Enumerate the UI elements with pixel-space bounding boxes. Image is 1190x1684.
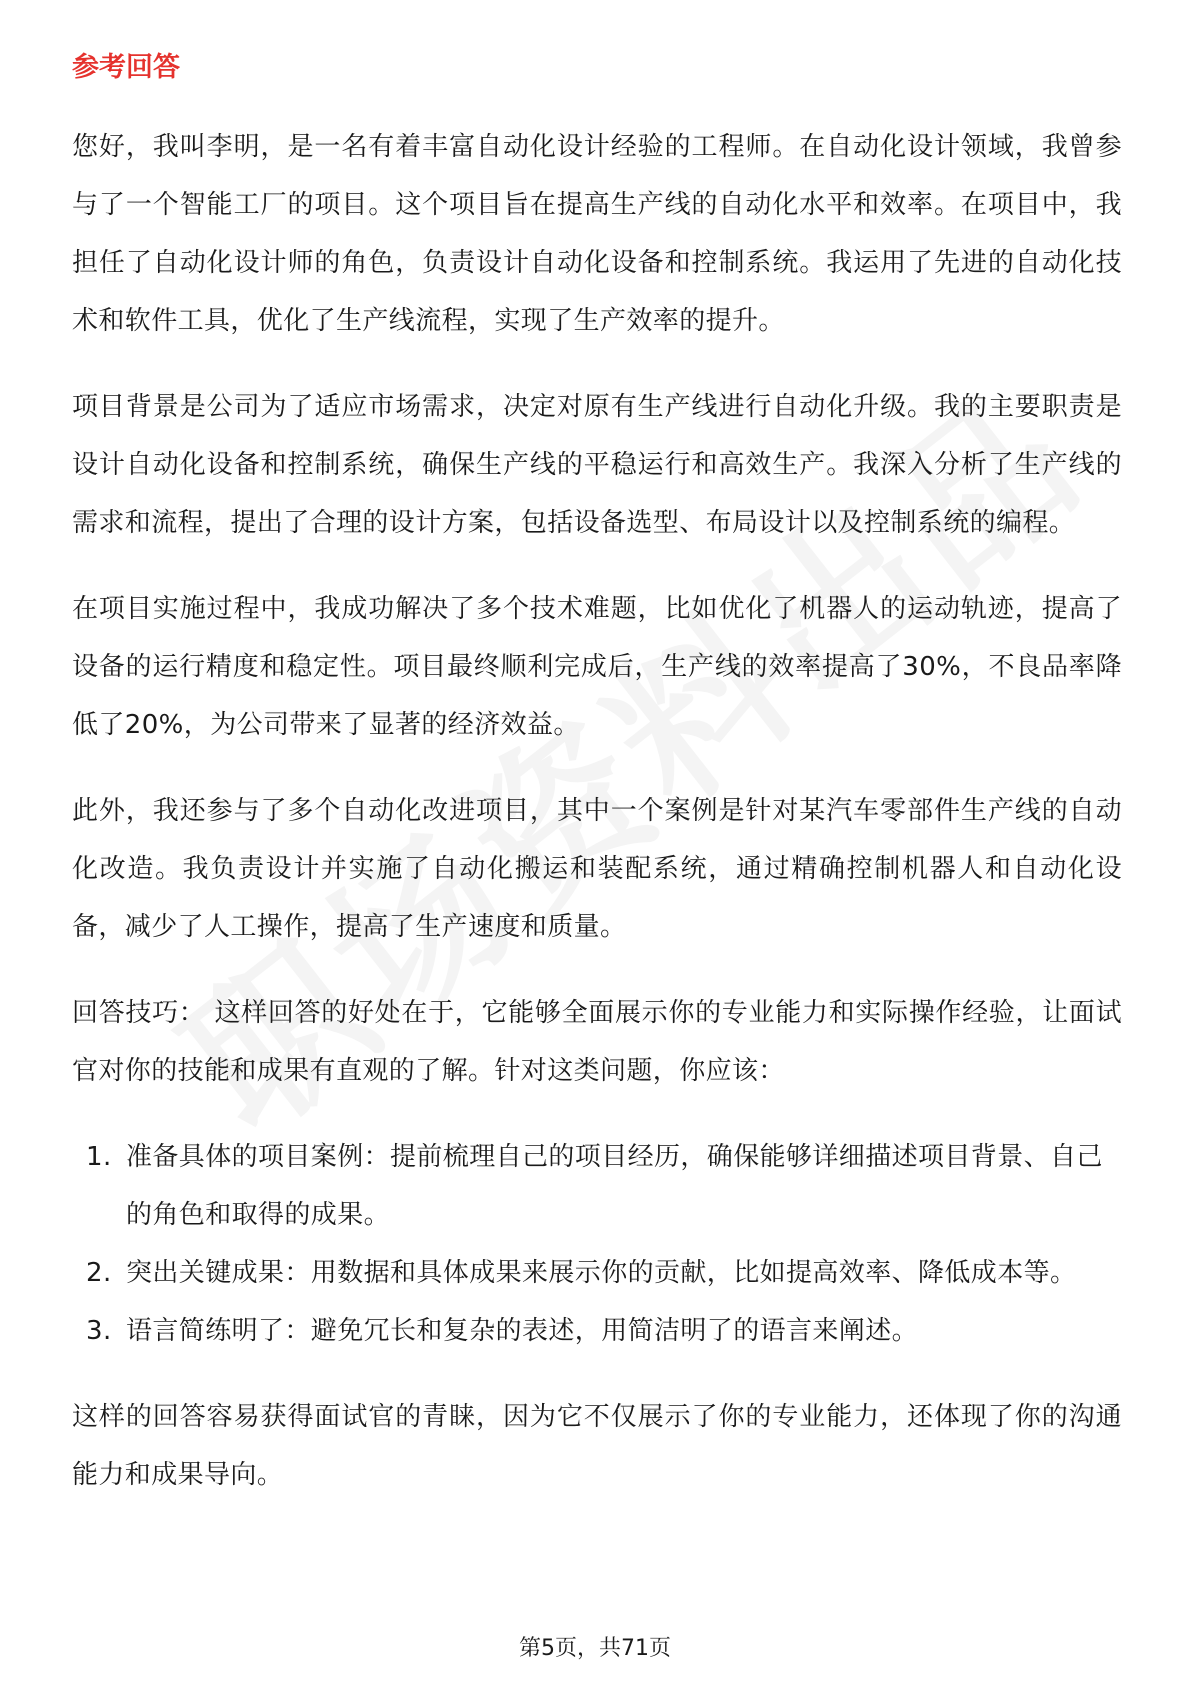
paragraph-closing: 这样的回答容易获得面试官的青睐，因为它不仅展示了你的专业能力，还体现了你的沟通能力和成果导向。 xyxy=(72,1402,1122,1490)
list-item xyxy=(72,1302,1122,1360)
list-text: 准备具体的项目案例：提前梳理自己的项目经历，确保能够详细描述项目背景、自己的角色和取得的成果。 xyxy=(126,1142,1103,1230)
section-heading: 参考回答 xyxy=(72,52,180,83)
answer-content xyxy=(72,118,1122,1532)
list-text: 语言简练明了：避免冗长和复杂的表述，用简洁明了的语言来阐述。 xyxy=(126,1316,919,1346)
paragraph-implementation: 在项目实施过程中，我成功解决了多个技术难题，比如优化了机器人的运动轨迹，提高了设备的运行精度和稳定性。项目最终顺利完成后，生产线的效率提高了30%，不良品率降低了20%，为公司带来了显著的经济效益。 xyxy=(72,594,1122,740)
page-number: 第5页，共71页 xyxy=(519,1636,671,1661)
list-item xyxy=(72,1128,1122,1244)
paragraph-background: 项目背景是公司为了适应市场需求，决定对原有生产线进行自动化升级。我的主要职责是设计自动化设备和控制系统，确保生产线的平稳运行和高效生产。我深入分析了生产线的需求和流程，提出了合理的设计方案，包括设备选型、布局设计以及控制系统的编程。 xyxy=(72,392,1122,538)
tips-list xyxy=(72,1128,1122,1360)
paragraph-additional: 此外，我还参与了多个自动化改进项目，其中一个案例是针对某汽车零部件生产线的自动化改造。我负责设计并实施了自动化搬运和装配系统，通过精确控制机器人和自动化设备，减少了人工操作，提高了生产速度和质量。 xyxy=(72,796,1122,942)
list-number: 1. xyxy=(86,1142,112,1172)
list-text: 突出关键成果：用数据和具体成果来展示你的贡献，比如提高效率、降低成本等。 xyxy=(126,1258,1077,1288)
paragraph-intro: 您好，我叫李明，是一名有着丰富自动化设计经验的工程师。在自动化设计领域，我曾参与了一个智能工厂的项目。这个项目旨在提高生产线的自动化水平和效率。在项目中，我担任了自动化设计师的角色，负责设计自动化设备和控制系统。我运用了先进的自动化技术和软件工具，优化了生产线流程，实现了生产效率的提升。 xyxy=(72,132,1122,336)
list-number: 3. xyxy=(86,1316,112,1346)
list-number: 2. xyxy=(86,1258,112,1288)
list-item xyxy=(72,1244,1122,1302)
paragraph-tips: 回答技巧： 这样回答的好处在于，它能够全面展示你的专业能力和实际操作经验，让面试官对你的技能和成果有直观的了解。针对这类问题，你应该： xyxy=(72,998,1122,1086)
